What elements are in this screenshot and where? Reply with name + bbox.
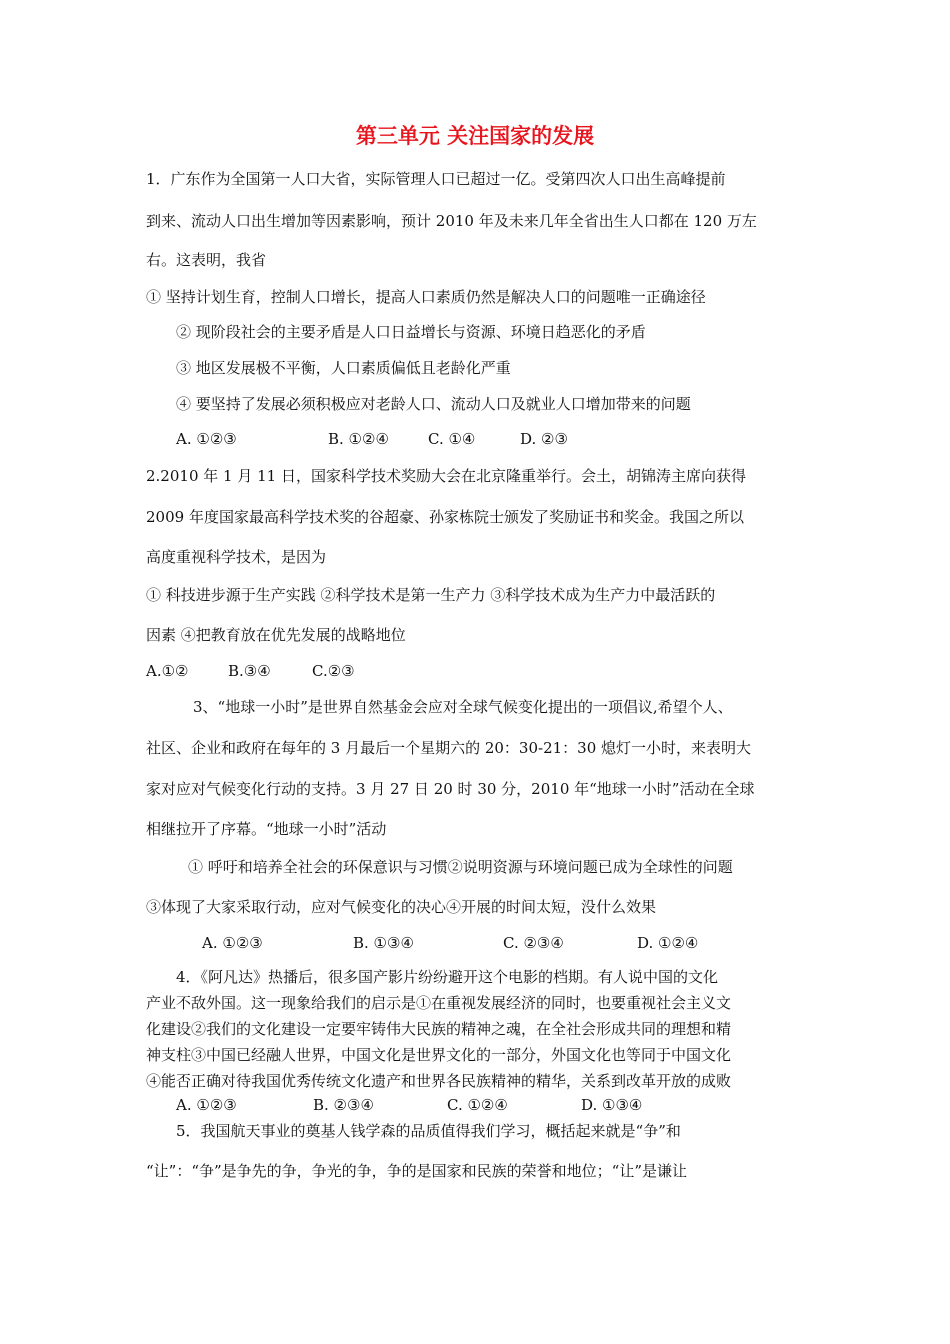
q1-item-3: ③ 地区发展极不平衡，人口素质偏低且老龄化严重 [176, 359, 511, 377]
q3-option-d: D. ①②④ [637, 934, 699, 952]
q4-option-c: C. ①②④ [447, 1096, 508, 1114]
q2-option-c: C.②③ [312, 662, 355, 680]
q2-line-4: ① 科技进步源于生产实践 ②科学技术是第一生产力 ③科学技术成为生产力中最活跃的 [146, 586, 716, 604]
q2-line-5: 因素 ④把教育放在优先发展的战略地位 [146, 626, 406, 644]
q3-option-a: A. ①②③ [202, 934, 263, 952]
q1-options [176, 428, 568, 450]
q1-item-2: ② 现阶段社会的主要矛盾是人口日益增长与资源、环境日趋恶化的矛盾 [176, 323, 646, 341]
q2-line-2: 2009 年度国家最高科学技术奖的谷超豪、孙家栋院士颁发了奖励证书和奖金。我国之所以 [146, 508, 744, 526]
q1-option-d: D. ②③ [520, 430, 568, 448]
q2-line-1: 2.2010 年 1 月 11 日，国家科学技术奖励大会在北京隆重举行。会土，胡锦涛主席向获得 [146, 467, 746, 485]
q4-line-1: 4．《阿凡达》热播后，很多国产影片纷纷避开这个电影的档期。有人说中国的文化 [176, 968, 719, 986]
q4-line-4: 神支柱③中国已经融人世界，中国文化是世界文化的一部分，外国文化也等同于中国文化 [146, 1046, 732, 1064]
q3-line-3: 家对应对气候变化行动的支持。3 月 27 日 20 时 30 分，2010 年“地球一小时”活动在全球 [146, 780, 755, 798]
q3-option-c: C. ②③④ [503, 934, 564, 952]
q1-line-2: 到来、流动人口出生增加等因素影响，预计 2010 年及未来几年全省出生人口都在 120 万左 [146, 212, 757, 230]
q1-line-1: 1．广东作为全国第一人口大省，实际管理人口已超过一亿。受第四次人口出生高峰提前 [146, 170, 726, 188]
q2-line-3: 高度重视科学技术，是因为 [146, 548, 327, 566]
q5-line-1: 5．我国航天事业的奠基人钱学森的品质值得我们学习，概括起来就是“争”和 [176, 1122, 681, 1140]
q4-option-b: B. ②③④ [313, 1096, 374, 1114]
q1-option-b: B. ①②④ [328, 430, 389, 448]
q3-line-2: 社区、企业和政府在每年的 3 月最后一个星期六的 20：30-21：30 熄灯一小时，来表明大 [146, 739, 752, 757]
q2-option-b: B.③④ [228, 662, 271, 680]
q4-line-5: ④能否正确对待我国优秀传统文化遗产和世界各民族精神的精华，关系到改革开放的成败 [146, 1072, 732, 1090]
q2-option-a: A.①② [146, 662, 189, 680]
q2-options [146, 660, 355, 682]
q3-options [202, 932, 698, 954]
q4-line-2: 产业不敌外国。这一现象给我们的启示是①在重视发展经济的同时，也要重视社会主义文 [146, 994, 732, 1012]
q5-line-2: “让”：“争”是争先的争，争光的争，争的是国家和民族的荣誉和地位；“让”是谦让 [146, 1162, 688, 1180]
q3-item-2: ③体现了大家采取行动，应对气候变化的决心④开展的时间太短，没什么效果 [146, 898, 657, 916]
q3-line-4: 相继拉开了序幕。“地球一小时”活动 [146, 820, 387, 838]
q3-item-1: ① 呼吁和培养全社会的环保意识与习惯②说明资源与环境问题已成为全球性的问题 [188, 858, 733, 876]
q1-item-4: ④ 要坚持了发展必须积极应对老龄人口、流动人口及就业人口增加带来的问题 [176, 395, 691, 413]
q1-option-a: A. ①②③ [176, 430, 237, 448]
q4-option-d: D. ①③④ [581, 1096, 643, 1114]
page-title: 第三单元 关注国家的发展 [355, 124, 595, 148]
q1-line-3: 右。这表明，我省 [146, 251, 267, 269]
q4-option-a: A. ①②③ [176, 1096, 237, 1114]
q1-option-c: C. ①④ [428, 430, 476, 448]
q4-options [176, 1094, 642, 1116]
q4-line-3: 化建设②我们的文化建设一定要牢铸伟大民族的精神之魂，在全社会形成共同的理想和精 [146, 1020, 732, 1038]
q3-line-1: 3、“地球一小时”是世界自然基金会应对全球气候变化提出的一项倡议,希望个人、 [193, 698, 733, 716]
q1-item-1: ① 坚持计划生育，控制人口增长，提高人口素质仍然是解决人口的问题唯一正确途径 [146, 288, 706, 306]
q3-option-b: B. ①③④ [353, 934, 414, 952]
